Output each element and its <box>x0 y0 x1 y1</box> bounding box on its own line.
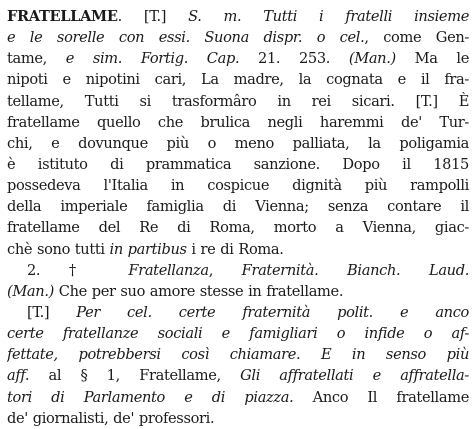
entry-line-3 <box>7 48 469 69</box>
text-run: Per cel. certe fraternità polit. e anco <box>76 303 469 321</box>
text-run: in partibus <box>109 240 187 258</box>
text-run: al § 1, Fratellame, <box>29 367 241 385</box>
dictionary-entry <box>7 6 469 429</box>
entry-line-6 <box>7 112 469 133</box>
entry-line-12 <box>7 239 469 260</box>
entry-line-16 <box>7 323 469 344</box>
text-run: Fratellanza <box>128 261 209 279</box>
entry-line-20 <box>7 408 469 429</box>
text-run: fettate, potrebbersi così chiamare. E in senso più <box>7 346 469 364</box>
text-run: 21. 253. <box>239 50 349 68</box>
text-run: (Man.) <box>348 50 396 68</box>
text-run: Che per suo amore stesse in fratellame. <box>53 282 344 300</box>
entry-line-19 <box>7 387 469 408</box>
entry-line-7 <box>7 133 469 154</box>
text-run: [T.] <box>27 303 77 321</box>
text-run: nipoti e nipotini cari, La madre, la cognata e il fra- <box>7 71 469 89</box>
entry-line-2 <box>7 27 469 48</box>
entry-line-5 <box>7 91 469 112</box>
text-run: i re di Roma. <box>186 240 284 258</box>
text-run: de' giornalisti, de' professori. <box>7 409 215 427</box>
entry-line-13 <box>7 260 469 281</box>
text-run: certe fratellanze sociali e famigliari o infide o af- <box>7 325 469 343</box>
text-run: Gli affratellati e affratella- <box>240 367 469 385</box>
text-run: chè sono tutti <box>7 240 110 258</box>
text-run: possedeva l'Italia in cospicue dignità più rampolli <box>7 177 469 195</box>
text-run: e le sorelle con essi. Suona dispr. o cel. <box>7 29 365 47</box>
text-run: fratellame del Re di Roma, morto a Vienna, giac- <box>7 219 469 237</box>
entry-line-14 <box>7 281 469 302</box>
entry-line-8 <box>7 154 469 175</box>
text-run: tame, <box>7 50 66 68</box>
entry-line-17 <box>7 344 469 365</box>
entry-line-4 <box>7 69 469 90</box>
entry-line-11 <box>7 217 469 238</box>
text-run: S. m. Tutti i fratelli insieme <box>188 8 469 25</box>
text-run: tori di Parlamento e di piazza. <box>7 388 294 406</box>
text-run: . [T.] <box>117 8 189 25</box>
entry-line-15 <box>7 302 469 323</box>
text-run: Anco Il fratellame <box>293 388 469 406</box>
entry-line-1 <box>7 6 469 27</box>
text-run: (Man.) <box>7 282 54 300</box>
text-run: chi, e dovunque più o meno palliata, la poligamia <box>7 134 469 152</box>
text-run: , come Gen- <box>364 29 469 47</box>
text-run: è istituto di prammatica sanzione. Dopo il 1815 <box>7 155 469 173</box>
text-run: FRATELLAME <box>7 8 118 25</box>
text-run: e sim. Fortig. Cap. <box>65 50 240 68</box>
text-run: della imperiale famiglia di Vienna; senza contare il <box>7 198 469 216</box>
entry-line-18 <box>7 365 469 386</box>
text-run: Fraternità. Bianch. Laud. <box>241 261 469 279</box>
text-run: 2. † <box>27 261 129 279</box>
entry-line-10 <box>7 196 469 217</box>
text-run: tellame, Tutti si trasformâro in rei sicari. [T.] È <box>7 92 469 110</box>
text-run: Ma le <box>395 50 469 68</box>
entry-line-9 <box>7 175 469 196</box>
text-run: , <box>208 261 242 279</box>
text-run: aff. <box>7 367 30 385</box>
text-run: fratellame quello che brulica negli haremmi de' Tur- <box>7 113 469 131</box>
